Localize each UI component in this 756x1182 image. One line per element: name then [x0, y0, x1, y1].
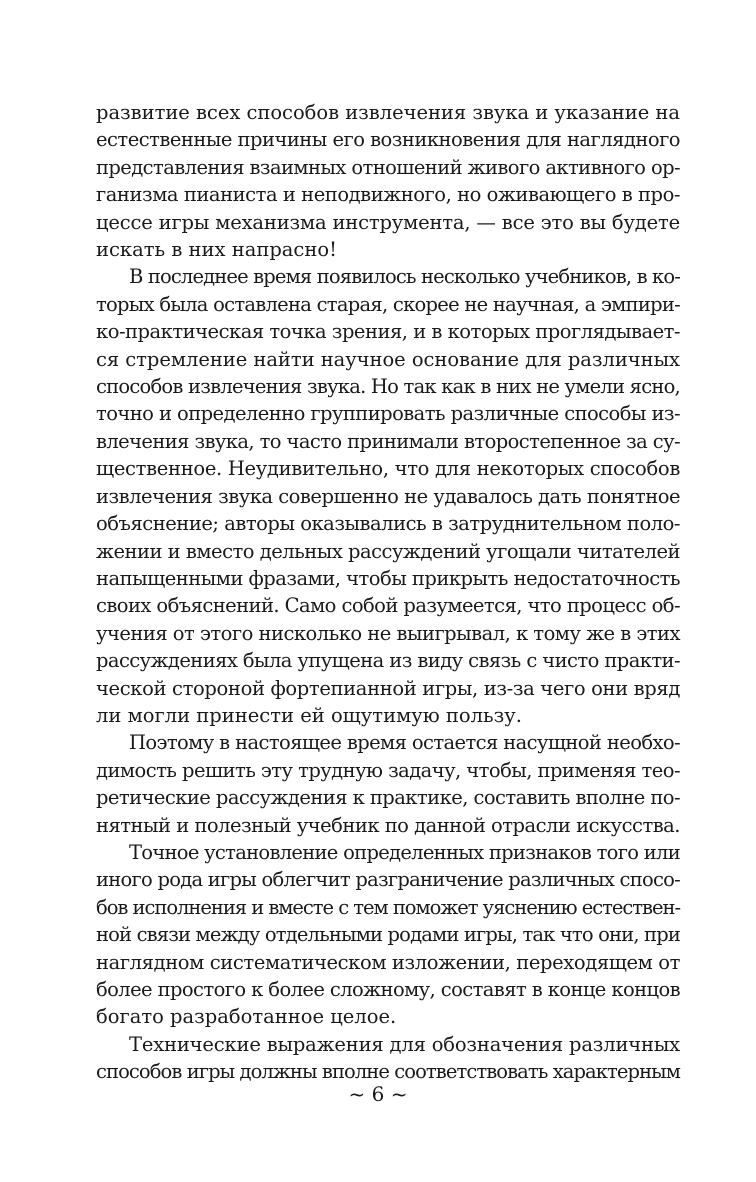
text-line: Поэтому в настоящее время остается насущной необхо- [129, 731, 681, 755]
text-line: влечения звука, то часто принимали второстепенное за су- [96, 429, 680, 453]
text-line: бов исполнения и вместе с тем поможет уяснению естествен- [96, 895, 680, 919]
text-line: ли могли принести ей ощутимую пользу. [96, 703, 522, 727]
text-line: цессе игры механизма инструмента, — все это вы будете [96, 210, 680, 234]
text-line: представления взаимных отношений живого активного ор- [96, 155, 680, 179]
text-line: объяснение; авторы оказывались в затруднительном поло- [96, 512, 680, 536]
text-line: извлечения звука совершенно не удавалось дать понятное [96, 484, 681, 508]
text-line: В последнее время появилось несколько учебников, в ко- [129, 265, 680, 289]
text-line: Точное установление определенных признаков того или [129, 840, 680, 864]
text-line: богато разработанное целое. [96, 1005, 397, 1029]
text-line: ческой стороной фортепианной игры, из-за чего они вряд [96, 676, 681, 700]
text-line: димость решить эту трудную задачу, чтобы, применяя тео- [96, 758, 680, 782]
text-line: наглядном систематическом изложении, переходящем от [96, 950, 680, 974]
text-line: нятный и полезный учебник по данной отрасли искусства. [96, 813, 680, 837]
text-line: жении и вместо дельных рассуждений угощали читателей [96, 539, 680, 563]
text-line: Технические выражения для обозначения различных [129, 1032, 681, 1056]
text-line: торых была оставлена старая, скорее не научная, а эмпири- [96, 292, 680, 316]
text-line: ко-практическая точка зрения, и в которых проглядывает- [96, 320, 681, 344]
text-line: естественные причины его возникновения для наглядного [96, 128, 680, 152]
page-number: ~ 6 ~ [348, 1082, 408, 1106]
text-line: своих объяснений. Само собой разумеется, что процесс об- [96, 594, 681, 618]
text-line: ганизма пианиста и неподвижного, но оживающего в про- [96, 183, 680, 207]
text-line: ной связи между отдельными родами игры, так что они, при [96, 923, 681, 947]
text-line: способов извлечения звука. Но так как в них не умели ясно, [96, 375, 680, 399]
paragraph [96, 839, 680, 1031]
text-line: щественное. Неудивительно, что для некоторых способов [96, 457, 680, 481]
text-line: точно и определенно группировать различные способы из- [96, 402, 680, 426]
text-line: развитие всех способов извлечения звука и указание на [96, 101, 680, 124]
text-line: иного рода игры облегчит разграничение различных спосо- [96, 868, 680, 892]
paragraph [96, 99, 680, 263]
text-line: способов игры должны вполне соответствовать характерным [96, 1060, 681, 1084]
text-line: искать в них напрасно! [96, 238, 337, 262]
text-line: напыщенными фразами, чтобы прикрыть недостаточность [96, 566, 680, 590]
text-line: более простого к более сложному, составят в конце концов [96, 978, 680, 1001]
text-line: ретические рассуждения к практике, составить вполне по- [96, 786, 681, 810]
paragraph [96, 263, 680, 729]
paragraph [96, 1031, 680, 1086]
paragraph [96, 729, 680, 839]
text-line: ся стремление найти научное основание для различных [96, 347, 680, 371]
text-line: учения от этого нисколько не выигрывал, к тому же в этих [96, 621, 681, 645]
body-text [96, 99, 680, 1086]
text-line: рассуждениях была упущена из виду связь с чисто практи- [96, 649, 680, 673]
